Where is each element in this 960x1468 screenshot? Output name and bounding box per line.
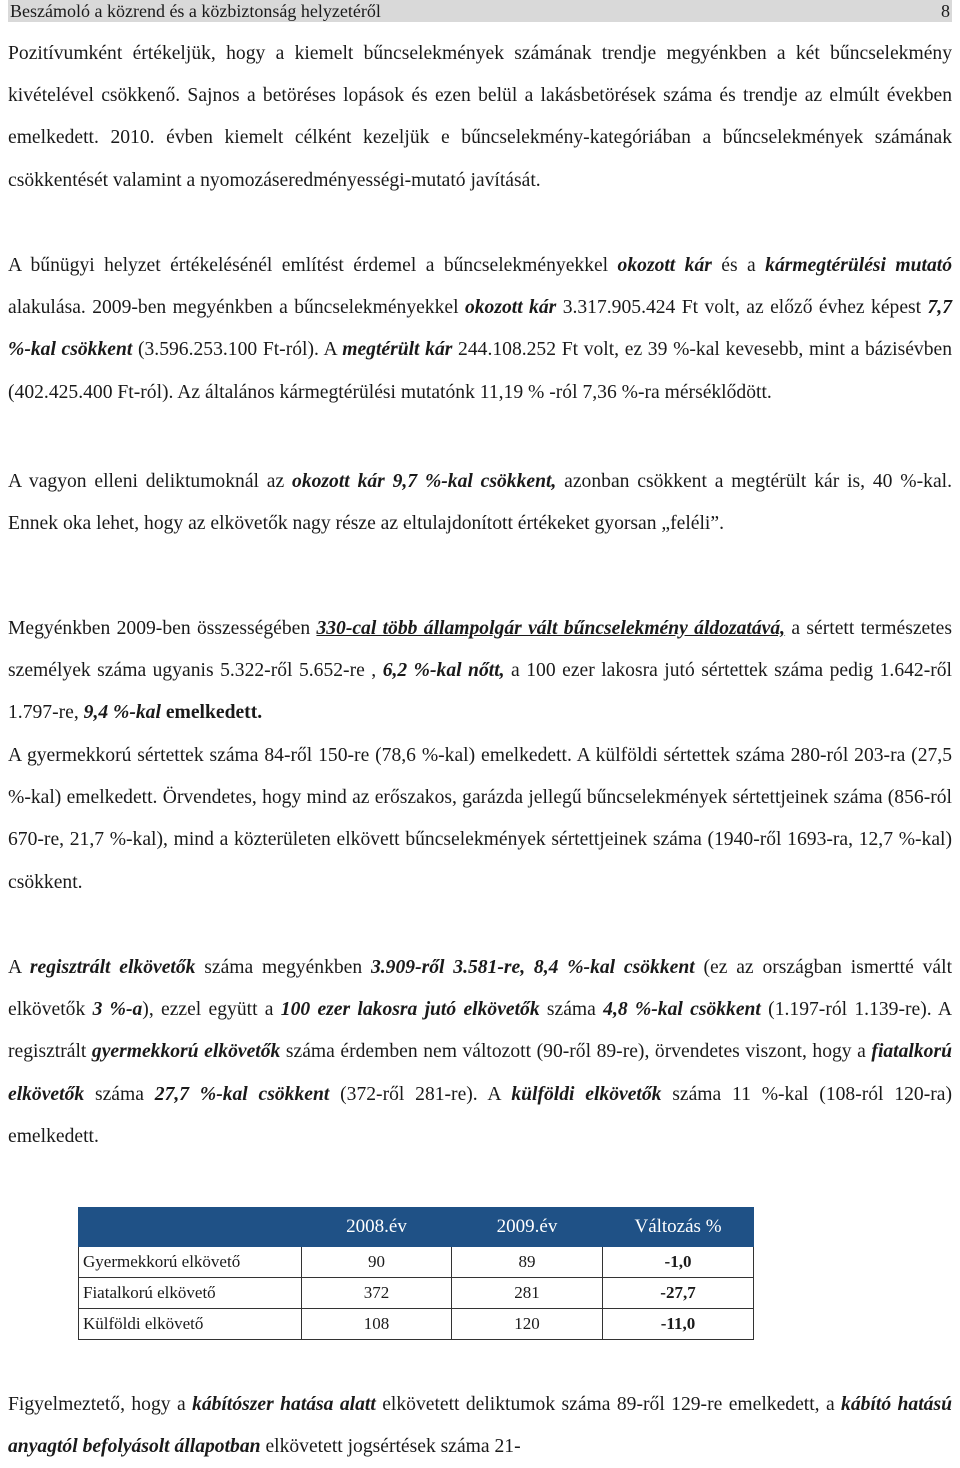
- paragraph-drug-influence: Figyelmeztető, hogy a kábítószer hatása alatt elkövetett deliktumok száma 89-ről 129-re emelkedett, a kábító hatású anyagtól befolyásolt állapotban elkövetett jogsértések száma 21-: [8, 1394, 952, 1458]
- value-change: -27,7: [603, 1278, 754, 1309]
- table-header-row: [79, 1208, 754, 1247]
- table-row: [79, 1278, 754, 1309]
- value-2008: 372: [302, 1278, 452, 1309]
- value-2008: 90: [302, 1247, 452, 1278]
- row-label: Gyermekkorú elkövető: [79, 1247, 302, 1278]
- page-number: 8: [941, 0, 950, 21]
- value-change: -11,0: [603, 1309, 754, 1340]
- offenders-table: [78, 1207, 754, 1340]
- table-row: [79, 1247, 754, 1278]
- paragraph-trends: Pozitívumként értékeljük, hogy a kiemelt bűncselekmények számának trendje megyénkben a két bűncselekmény kivételével csökkenő. Sajnos a betöréses lopások és ezen belül a lakásbetörések száma és trendje az elmúlt években emelkedett. 2010. évben kiemelt célként kezeljük e bűncselekmény-kategóriában a bűncselekmények számának csökkentését valamint a nyomozáseredményességi-mutató javítását.: [8, 43, 952, 191]
- page-header: [8, 0, 952, 22]
- header-title: Beszámoló a közrend és a közbiztonság helyzetéről: [10, 0, 381, 21]
- row-label: Fiatalkorú elkövető: [79, 1278, 302, 1309]
- value-2009: 89: [452, 1247, 603, 1278]
- paragraph-victims: Megyénkben 2009-ben összességében 330-cal több állampolgár vált bűncselekmény áldozatává, a sértett természetes személyek száma ugyanis 5.322-ről 5.652-re , 6,2 %-kal nőtt, a 100 ezer lakosra jutó sértettek száma pedig 1.642-ről 1.797-re, 9,4 %-kal emelkedett.: [8, 618, 952, 724]
- table-header-2009: 2009.év: [452, 1208, 603, 1247]
- table-header-blank: [79, 1208, 302, 1247]
- paragraph-victim-groups: A gyermekkorú sértettek száma 84-ről 150-re (78,6 %-kal) emelkedett. A külföldi sértettek száma 280-ról 203-ra (27,5 %-kal) emelkedett. Örvendetes, hogy mind az erőszakos, garázda jellegű bűncselekmények sértettjeinek száma (856-ról 670-re, 21,7 %-kal), mind a közterületen elkövett bűncselekmények sértettjeinek száma (1940-ről 1693-ra, 12,7 %-kal) csökkent.: [8, 745, 952, 893]
- table-header-2008: 2008.év: [302, 1208, 452, 1247]
- table-row: [79, 1309, 754, 1340]
- table-header-change: Változás %: [603, 1208, 754, 1247]
- value-2009: 120: [452, 1309, 603, 1340]
- value-change: -1,0: [603, 1247, 754, 1278]
- paragraph-damage: A bűnügyi helyzet értékelésénél említést érdemel a bűncselekményekkel okozott kár és a kármegtérülési mutató alakulása. 2009-ben megyénkben a bűncselekményekkel okozott kár 3.317.905.424 Ft volt, az előző évhez képest 7,7 %-kal csökkent (3.596.253.100 Ft-ról). A megtérült kár 244.108.252 Ft volt, ez 39 %-kal kevesebb, mint a bázisévben (402.425.400 Ft-ról). Az általános kármegtérülési mutatónk 11,19 % -ról 7,36 %-ra mérséklődött.: [8, 255, 952, 403]
- value-2008: 108: [302, 1309, 452, 1340]
- paragraph-offenders: A regisztrált elkövetők száma megyénkben 3.909-ről 3.581-re, 8,4 %-kal csökkent (ez az országban ismertté vált elkövetők 3 %-a), ezzel együtt a 100 ezer lakosra jutó elkövetők száma 4,8 %-kal csökkent (1.197-ról 1.139-re). A regisztrált gyermekkorú elkövetők száma érdemben nem változott (90-ről 89-re), örvendetes viszont, hogy a fiatalkorú elkövetők száma 27,7 %-kal csökkent (372-ről 281-re). A külföldi elkövetők száma 11 %-kal (108-ról 120-ra) emelkedett.: [8, 957, 953, 1147]
- paragraph-property-crime: A vagyon elleni deliktumoknál az okozott kár 9,7 %-kal csökkent, azonban csökkent a megtérült kár is, 40 %-kal. Ennek oka lehet, hogy az elkövetők nagy része az eltulajdonított értékeket gyorsan „feléli”.: [8, 471, 952, 535]
- row-label: Külföldi elkövető: [79, 1309, 302, 1340]
- value-2009: 281: [452, 1278, 603, 1309]
